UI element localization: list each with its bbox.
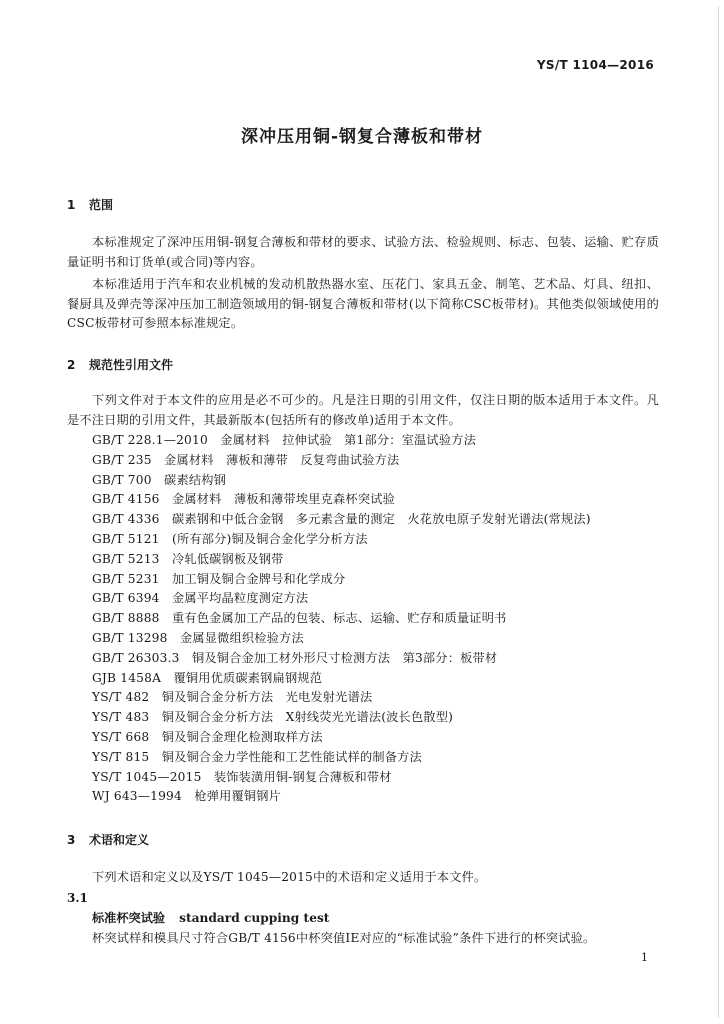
reference-item: GJB 1458A 覆铜用优质碳素钢扁钢规范 — [92, 670, 323, 685]
references-intro: 下列文件对于本文件的应用是必不可少的。凡是注日期的引用文件，仅注日期的版本适用于本文件。凡是不注日期的引用文件，其最新版本(包括所有的修改单)适用于本文件。 — [67, 393, 659, 427]
reference-item: GB/T 26303.3 铜及铜合金加工材外形尺寸检测方法 第3部分：板带材 — [92, 650, 498, 665]
reference-item: YS/T 668 铜及铜合金理化检测取样方法 — [92, 729, 323, 744]
section-number: 1 — [67, 198, 76, 212]
reference-item: GB/T 8888 重有色金属加工产品的包装、标志、运输、贮存和质量证明书 — [92, 611, 507, 626]
terms-intro: 下列术语和定义以及YS/T 1045—2015中的术语和定义适用于本文件。 — [92, 870, 487, 884]
reference-item: GB/T 5231 加工铜及铜合金牌号和化学成分 — [92, 571, 346, 586]
reference-item: GB/T 5121 (所有部分)铜及铜合金化学分析方法 — [92, 531, 368, 546]
reference-item: GB/T 700 碳素结构钢 — [92, 472, 226, 487]
section-title: 术语和定义 — [89, 833, 150, 847]
normative-references-list — [92, 431, 591, 807]
reference-item: GB/T 228.1—2010 金属材料 拉伸试验 第1部分：室温试验方法 — [92, 433, 476, 447]
reference-item: YS/T 482 铜及铜合金分析方法 光电发射光谱法 — [92, 690, 373, 705]
section-number: 3 — [67, 833, 76, 847]
term-english: standard cupping test — [179, 911, 330, 925]
term-entry — [92, 909, 329, 926]
reference-item: GB/T 6394 金属平均晶粒度测定方法 — [92, 591, 309, 606]
section-2-heading — [67, 356, 173, 373]
document-title: 深冲压用铜-钢复合薄板和带材 — [240, 127, 484, 147]
term-number: 3.1 — [67, 891, 88, 905]
section-1-heading — [67, 196, 113, 213]
reference-item: GB/T 4336 碳素钢和中低合金钢 多元素含量的测定 火花放电原子发射光谱法(常规法) — [92, 512, 591, 527]
term-chinese: 标准杯突试验 — [92, 911, 166, 925]
section-title: 范围 — [89, 198, 114, 212]
reference-item: GB/T 5213 冷轧低碳钢板及钢带 — [92, 551, 284, 566]
reference-item: YS/T 483 铜及铜合金分析方法 X射线荧光光谱法(波长色散型) — [92, 710, 454, 725]
reference-item: YS/T 815 铜及铜合金力学性能和工艺性能试样的制备方法 — [92, 749, 422, 764]
reference-item: WJ 643—1994 枪弹用覆铜钢片 — [92, 789, 282, 804]
reference-item: GB/T 235 金属材料 薄板和薄带 反复弯曲试验方法 — [92, 452, 400, 467]
scope-paragraph-1: 本标准规定了深冲压用铜-钢复合薄板和带材的要求、试验方法、检验规则、标志、包装、运输、贮存质量证明书和订货单(或合同)等内容。 — [67, 235, 659, 269]
reference-item: GB/T 4156 金属材料 薄板和薄带埃里克森杯突试验 — [92, 492, 395, 507]
section-number: 2 — [67, 358, 76, 372]
reference-item: YS/T 1045—2015 装饰装潢用铜-钢复合薄板和带材 — [92, 769, 392, 784]
scope-paragraph-2: 本标准适用于汽车和农业机械的发动机散热器水室、压花门、家具五金、制笔、艺术品、灯具、纽扣、餐厨具及弹壳等深冲压加工制造领域用的铜-钢复合薄板和带材(以下简称CSC板带材)。其他类似领域使用的CSC板带材可参照本标准规定。 — [67, 277, 659, 331]
page-number: 1 — [641, 951, 648, 964]
section-title: 规范性引用文件 — [89, 358, 174, 372]
term-definition: 杯突试样和模具尺寸符合GB/T 4156中杯突值IE对应的“标准试验”条件下进行的杯突试验。 — [92, 931, 596, 945]
reference-item: GB/T 13298 金属显微组织检验方法 — [92, 630, 304, 645]
section-3-heading — [67, 831, 149, 848]
standard-number: YS/T 1104—2016 — [536, 58, 654, 72]
